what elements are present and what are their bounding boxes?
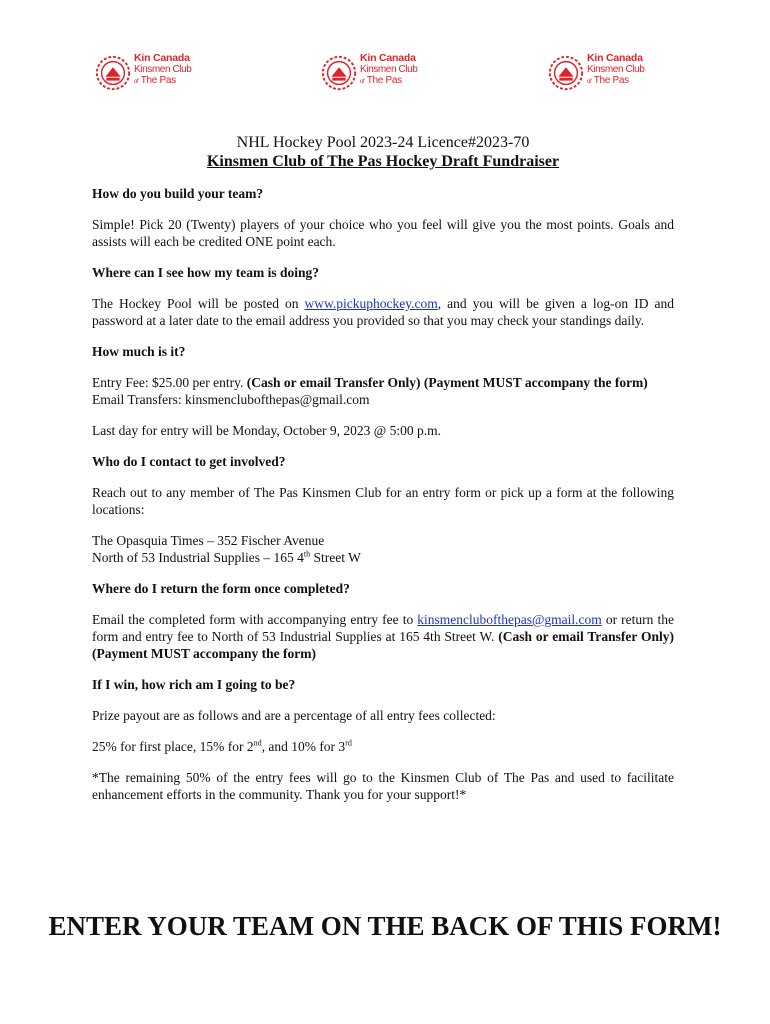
logo-of-text: of [587, 79, 592, 85]
ordinal-suffix: rd [345, 738, 352, 748]
logo-the-pas-text: The Pas [140, 75, 176, 86]
kin-canada-logo-center [320, 50, 440, 96]
entry-fee-amount: Entry Fee: $25.00 per entry. [92, 375, 247, 390]
kin-canada-emblem-icon [547, 54, 585, 92]
prize-text: , and 10% for 3 [261, 739, 346, 754]
answer-contact: Reach out to any member of The Pas Kinsmen Club for an entry form or pick up a form at the following locations: [92, 485, 674, 517]
logo-the-pas-text: The Pas [366, 75, 402, 86]
question-build-team: How do you build your team? [92, 186, 264, 201]
logo-kinsmen-club-text: Kinsmen Club [360, 64, 418, 75]
logo-of-text: of [134, 79, 139, 85]
kin-canada-logo-left [94, 50, 214, 96]
logo-kin-canada-text: Kin Canada [360, 52, 416, 64]
remaining-fees-note: *The remaining 50% of the entry fees will go to the Kinsmen Club of The Pas and used to facilitate enhancement efforts in the community. Thank you for your support!* [92, 770, 674, 802]
payment-note: (Cash or email Transfer Only) (Payment MUST accompany the form) [92, 629, 674, 661]
question-return-form: Where do I return the form once completed? [92, 581, 350, 596]
question-prizes: If I win, how rich am I going to be? [92, 677, 296, 692]
location-text: Street W [310, 550, 361, 565]
logo-kinsmen-club-text: Kinsmen Club [587, 64, 645, 75]
kin-canada-emblem-icon [320, 54, 358, 92]
pickuphockey-link[interactable]: www.pickuphockey.com [304, 296, 438, 311]
answer-text: The Hockey Pool will be posted on [92, 296, 305, 311]
logo-kin-canada-text: Kin Canada [587, 52, 643, 64]
location-north-of-53 [92, 549, 674, 566]
logo-kinsmen-club-text: Kinsmen Club [134, 64, 192, 75]
logo-kin-canada-text: Kin Canada [134, 52, 190, 64]
kin-canada-logo-right [547, 50, 667, 96]
prize-intro: Prize payout are as follows and are a percentage of all entry fees collected: [92, 708, 496, 723]
email-link[interactable]: kinsmenclubofthepas@gmail.com [417, 612, 602, 627]
answer-team-status [92, 295, 674, 329]
answer-text: Email the completed form with accompanying entry fee to [92, 612, 418, 627]
answer-return-form [92, 611, 674, 662]
logo-the-pas-text: The Pas [593, 75, 629, 86]
page-subtitle: Kinsmen Club of The Pas Hockey Draft Fundraiser [206, 153, 560, 170]
question-cost: How much is it? [92, 344, 186, 359]
kin-canada-emblem-icon [94, 54, 132, 92]
location-text: North of 53 Industrial Supplies – 165 4 [92, 550, 304, 565]
entry-deadline: Last day for entry will be Monday, October 9, 2023 @ 5:00 p.m. [92, 423, 441, 438]
prize-breakdown [92, 738, 674, 755]
location-opasquia-times: The Opasquia Times – 352 Fischer Avenue [92, 533, 325, 548]
question-contact: Who do I contact to get involved? [92, 454, 286, 469]
email-transfer-line: Email Transfers: kinsmenclubofthepas@gmail.com [92, 392, 370, 407]
answer-text: , and you will be given a log-on ID and password at a later date to the email address you provided so that you may check your standings daily. [92, 296, 674, 328]
ordinal-suffix: nd [253, 738, 262, 748]
page-title: NHL Hockey Pool 2023-24 Licence#2023-70 [236, 134, 530, 151]
logo-row [0, 50, 770, 100]
document-body [92, 133, 674, 817]
prize-text: 25% for first place, 15% for 2 [92, 739, 254, 754]
answer-build-team: Simple! Pick 20 (Twenty) players of your choice who you feel will give you the most points. Goals and assists will each be credited ONE point each. [92, 217, 674, 249]
question-team-status: Where can I see how my team is doing? [92, 265, 319, 280]
ordinal-suffix: th [303, 549, 311, 559]
entry-fee-text [92, 374, 674, 391]
footer-call-to-action: ENTER YOUR TEAM ON THE BACK OF THIS FORM! [48, 911, 722, 941]
logo-of-text: of [360, 79, 365, 85]
payment-note: (Cash or email Transfer Only) (Payment MUST accompany the form) [246, 375, 648, 390]
answer-text: or return the form and entry fee to North of 53 Industrial Supplies at 165 4th Street W. [92, 612, 674, 644]
